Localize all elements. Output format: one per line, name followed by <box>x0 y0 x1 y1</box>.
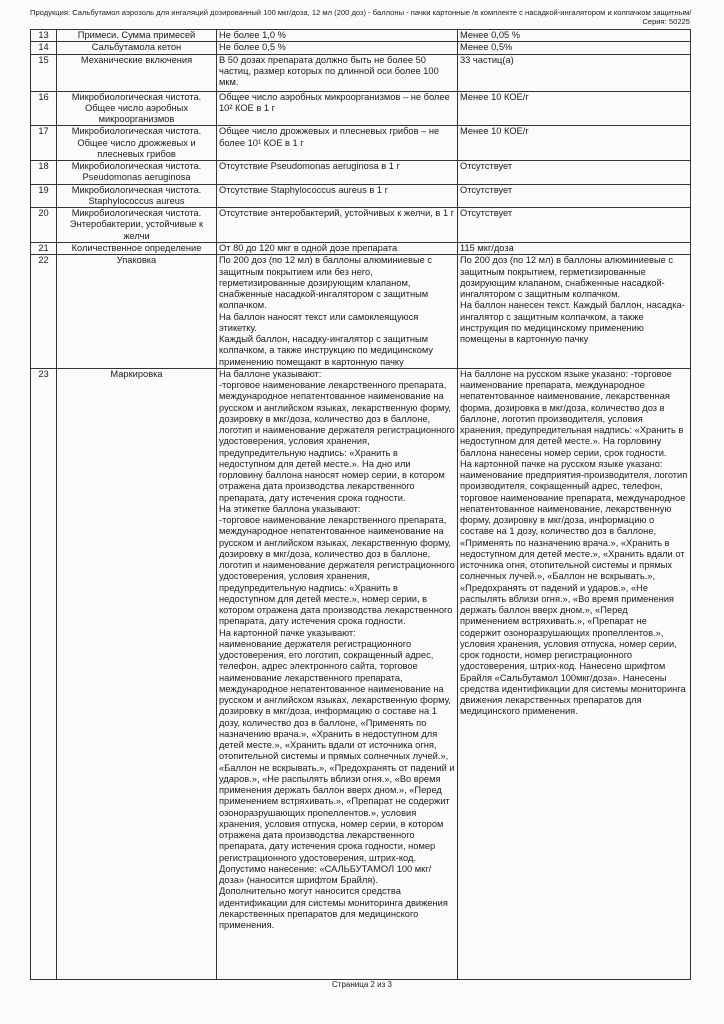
row-number: 21 <box>31 243 57 255</box>
indicator-cell: Примеси. Сумма примесей <box>57 30 217 42</box>
row-number: 23 <box>31 368 57 979</box>
indicator-cell: Механические включения <box>57 54 217 91</box>
table-row <box>31 208 691 243</box>
row-number: 22 <box>31 255 57 369</box>
table-row <box>31 54 691 91</box>
row-number: 13 <box>31 30 57 42</box>
indicator-cell: Микробиологическая чистота. Общее число дрожжевых и плесневых грибов <box>57 126 217 161</box>
indicator-cell: Микробиологическая чистота. Общее число аэробных микроорганизмов <box>57 91 217 126</box>
result-cell: 33 частиц(а) <box>458 54 691 91</box>
table-row <box>31 91 691 126</box>
specification-table <box>30 29 691 980</box>
result-cell: Отсутствует <box>458 184 691 208</box>
row-number: 20 <box>31 208 57 243</box>
row-number: 18 <box>31 161 57 185</box>
indicator-cell: Микробиологическая чистота. Энтеробактерии, устойчивые к желчи <box>57 208 217 243</box>
row-number: 16 <box>31 91 57 126</box>
table-row <box>31 161 691 185</box>
row-number: 15 <box>31 54 57 91</box>
result-cell: 115 мкг/доза <box>458 243 691 255</box>
norm-cell: Не более 0,5 % <box>217 42 458 54</box>
norm-cell: Не более 1,0 % <box>217 30 458 42</box>
row-number: 17 <box>31 126 57 161</box>
norm-cell: Отсутствие Pseudomonas aeruginosa в 1 г <box>217 161 458 185</box>
table-row <box>31 184 691 208</box>
table-row <box>31 126 691 161</box>
page-number: Страница 2 из 3 <box>332 980 392 989</box>
indicator-cell: Сальбутамола кетон <box>57 42 217 54</box>
row-number: 14 <box>31 42 57 54</box>
norm-cell: В 50 дозах препарата должно быть не более 50 частиц, размер которых по длинной оси более 100 мкм. <box>217 54 458 91</box>
result-cell: Отсутствует <box>458 208 691 243</box>
indicator-cell: Маркировка <box>57 368 217 979</box>
norm-cell: Отсутствие Staphylococcus aureus в 1 г <box>217 184 458 208</box>
result-cell: Менее 10 КОЕ/г <box>458 91 691 126</box>
indicator-cell: Количественное определение <box>57 243 217 255</box>
norm-cell: На баллоне указывают: -торговое наименование лекарственного препарата, международное непатентованное наименование на русском и английском языках, лекарственную форму, дозировку в мкг/доза, количество доз в баллоне, логотип и наименование держателя регистрационного удостоверения, условия хранения, предупредительную надпись: «Хранить в недоступном для детей месте.». На дно или горловину баллона наносят номер серии, в котором отражена дата производства лекарственного препарата, дату истечения срока годности. На этикетке баллона указывают: -торговое наименование лекарственного препарата, международное непатентованное наименование на русском и английском языках, лекарственную форму, дозировку в мкг/доза, количество доз в баллоне, логотип и наименование держателя регистрационного удостоверения, условия хранения, предупредительную надпись: «Хранить в недоступном для детей месте.», номер серии, в котором отражена дата производства лекарственного препарата, дату истечения срока годности. На картонной пачке указывают: наименование держателя регистрационного удостоверения, его логотип, сокращенный адрес, телефон, адрес электронного сайта, торговое наименование лекарственного препарата, международное непатентованное наименование на русском и английском языках, лекарственную форму, дозировку в мкг/доза, информацию о составе на 1 дозу, количество доз в баллоне, «Применять по назначению врача.», «Хранить в недоступном для детей месте.», «Хранить вдали от источника огня, отопительной системы и прямых солнечных лучей.», «Баллон не вскрывать.», «Предохранять от падений и ударов.», «Не распылять вблизи огня.», «Во время применения держать баллон вверх дном.», «Перед применением встряхивать.», «Препарат не содержит озоноразрушающих пропеллентов.», условия хранения, условия отпуска, номер серии, в котором отражена дата производства лекарственного препарата, дату истечения срока годности, номер регистрационного удостоверения, штрих-код. Допустимо нанесение: «САЛЬБУТАМОЛ 100 мкг/доза» (наносится шрифтом Брайля). Дополнительно могут наносится средства идентификации для системы мониторинга движения лекарственных препаратов для медицинского применения. <box>217 368 458 979</box>
result-cell: Менее 0,05 % <box>458 30 691 42</box>
norm-cell: Отсутствие энтеробактерий, устойчивых к желчи, в 1 г <box>217 208 458 243</box>
product-line: Продукция: Сальбутамол аэрозоль для ингаляций дозированный 100 мкг/доза, 12 мл (200 доз) - баллоны - пачки картонные /в комплекте с насадкой-ингалятором и колпачком защитным/ <box>30 8 692 17</box>
indicator-cell: Упаковка <box>57 255 217 369</box>
document-header <box>30 8 690 26</box>
result-cell: Менее 10 КОЕ/г <box>458 126 691 161</box>
norm-cell: Общее число дрожжевых и плесневых грибов – не более 10¹ КОЕ в 1 г <box>217 126 458 161</box>
table-row <box>31 368 691 979</box>
result-cell: На баллоне на русском языке указано: -торговое наименование препарата, международное непатентованное наименование, лекарственная форма, дозировка в мкг/доза, количество доз в баллоне, логотип производителя, условия хранения, предупредительная надпись: «Хранить в недоступном для детей месте.». На горловину баллона нанесены номер серии, срок годности. На картонной пачке на русском языке указано: наименование предприятия-производителя, логотип производителя, сокращенный адрес, телефон, торговое наименование препарата, международное непатентованное наименование, лекарственную форму, дозировку в мкг/доза, информацию о составе на 1 дозу, количество доз в баллоне, «Применять по назначению врача.», «Хранить в недоступном для детей месте.», «Хранить вдали от источника огня, отопительной системы и прямых солнечных лучей.», «Баллон не вскрывать.», «Предохранять от падений и ударов.», «Не распылять вблизи огня.», «Во время применения держать баллон вверх дном.», «Перед применением встряхивать.», «Препарат не содержит озоноразрушающих пропеллентов.», условия хранения, условия отпуска, номер серии, срок годности, номер регистрационного удостоверения, штрих-код. Нанесено шрифтом Брайля «Сальбутамол 100мкг/доза». Нанесены средства идентификации для системы мониторинга движения лекарственных препаратов для медицинского применения. <box>458 368 691 979</box>
result-cell: Отсутствует <box>458 161 691 185</box>
norm-cell: Общее число аэробных микроорганизмов – не более 10² КОЕ в 1 г <box>217 91 458 126</box>
norm-cell: По 200 доз (по 12 мл) в баллоны алюминиевые с защитным покрытием или без него, герметизированные дозирующим клапаном, снабженные насадкой-ингалятором с защитным колпачком. На баллон наносят текст или самоклеящуюся этикетку. Каждый баллон, насадку-ингалятор с защитным колпачком, а также инструкцию по медицинскому применению помещают в картонную пачку <box>217 255 458 369</box>
result-cell: По 200 доз (по 12 мл) в баллоны алюминиевые с защитным покрытием, герметизированные дозирующим клапаном, снабженные насадкой-ингалятором с защитным колпачком. На баллон нанесен текст. Каждый баллон, насадка-ингалятор с защитным колпачком, а также инструкция по медицинскому применению помещены в картонную пачку <box>458 255 691 369</box>
table-row <box>31 243 691 255</box>
table-row <box>31 30 691 42</box>
table-row <box>31 255 691 369</box>
norm-cell: От 80 до 120 мкг в одной дозе препарата <box>217 243 458 255</box>
indicator-cell: Микробиологическая чистота. Staphylococcus aureus <box>57 184 217 208</box>
series-line: Серия: 50225 <box>642 17 690 26</box>
table-row <box>31 42 691 54</box>
result-cell: Менее 0,5% <box>458 42 691 54</box>
indicator-cell: Микробиологическая чистота. Pseudomonas aeruginosa <box>57 161 217 185</box>
row-number: 19 <box>31 184 57 208</box>
